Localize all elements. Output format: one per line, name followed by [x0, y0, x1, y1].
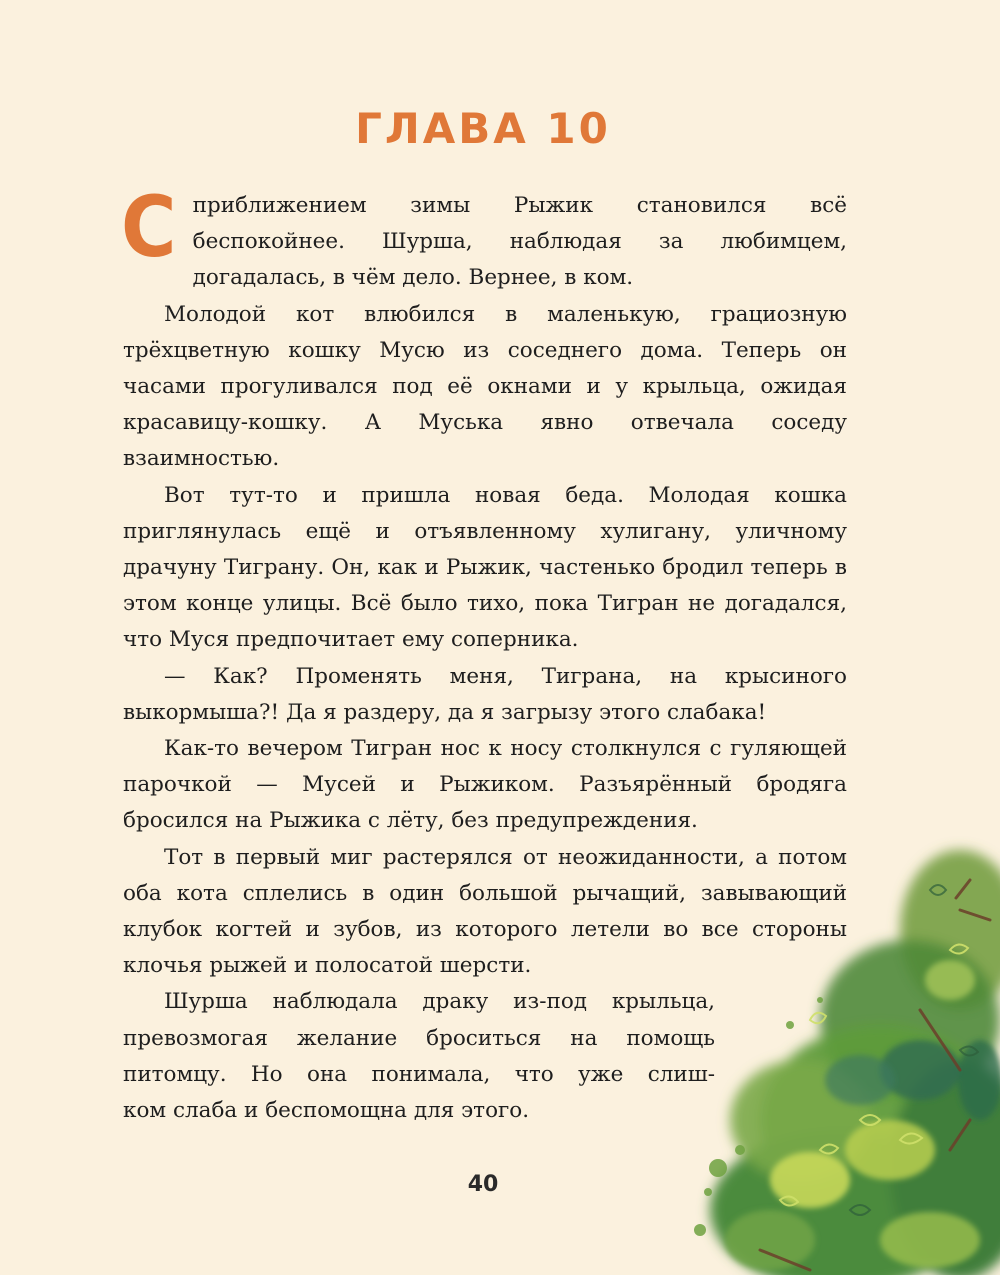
paragraph — [121, 178, 847, 297]
paragraph: Вот тут-то и пришла новая беда. Молодая кошка приглянулась ещё и отъявленному хулигану, уличному драчуну Тиграну. Он, как и Рыжик, частенько бродил теперь в этом конце улицы. Всё было тихо, пока Тигран не догадался, что Муся предпочитает ему соперника. — [123, 482, 847, 653]
text-line: питомцу. Но она понимала, что уже слиш- — [123, 1061, 715, 1087]
paragraph-text: приближением зимы Рыжик становился всё беспокойнее. Шурша, наблюдая за любимцем, догадалась, в чём дело. Вернее, в ком. — [192, 193, 847, 291]
text-line: превозмогая желание броситься на помощь — [123, 1025, 715, 1051]
bush-illustration — [660, 820, 1000, 1275]
text-line: Шурша наблюдала драку из-под крыльца, — [164, 989, 715, 1015]
text-line: ком слаба и беспомощна для этого. — [123, 1098, 530, 1124]
paragraph: Как-то вечером Тигран нос к носу столкнулся с гуляющей парочкой — Мусей и Рыжиком. Разъярённый бродяга бросился на Рыжика с лёту, без предупреждения. — [123, 736, 847, 834]
page-number: 40 — [467, 1172, 499, 1197]
chapter-title: ГЛАВА 10 — [355, 104, 611, 153]
paragraph: — Как? Променять меня, Тиграна, на крысиного выкормыша?! Да я раздеру, да я загрызу этого слабака! — [123, 663, 847, 725]
last-paragraph — [123, 984, 715, 1129]
drop-cap: С — [121, 178, 177, 276]
paragraph: Молодой кот влюбился в маленькую, грациозную трёхцветную кошку Мусю из соседнего дома. Теперь он часами прогуливался под её окнами и у крыльца, ожидая красавицу-кошку. А Муська явно отвечала соседу взаимностью. — [123, 301, 847, 472]
paragraph: Тот в первый миг растерялся от неожиданности, а потом оба кота сплелись в один большой рычащий, завывающий клубок когтей и зубов, из которого летели во все стороны клочья рыжей и полосатой шерсти. — [123, 844, 847, 979]
